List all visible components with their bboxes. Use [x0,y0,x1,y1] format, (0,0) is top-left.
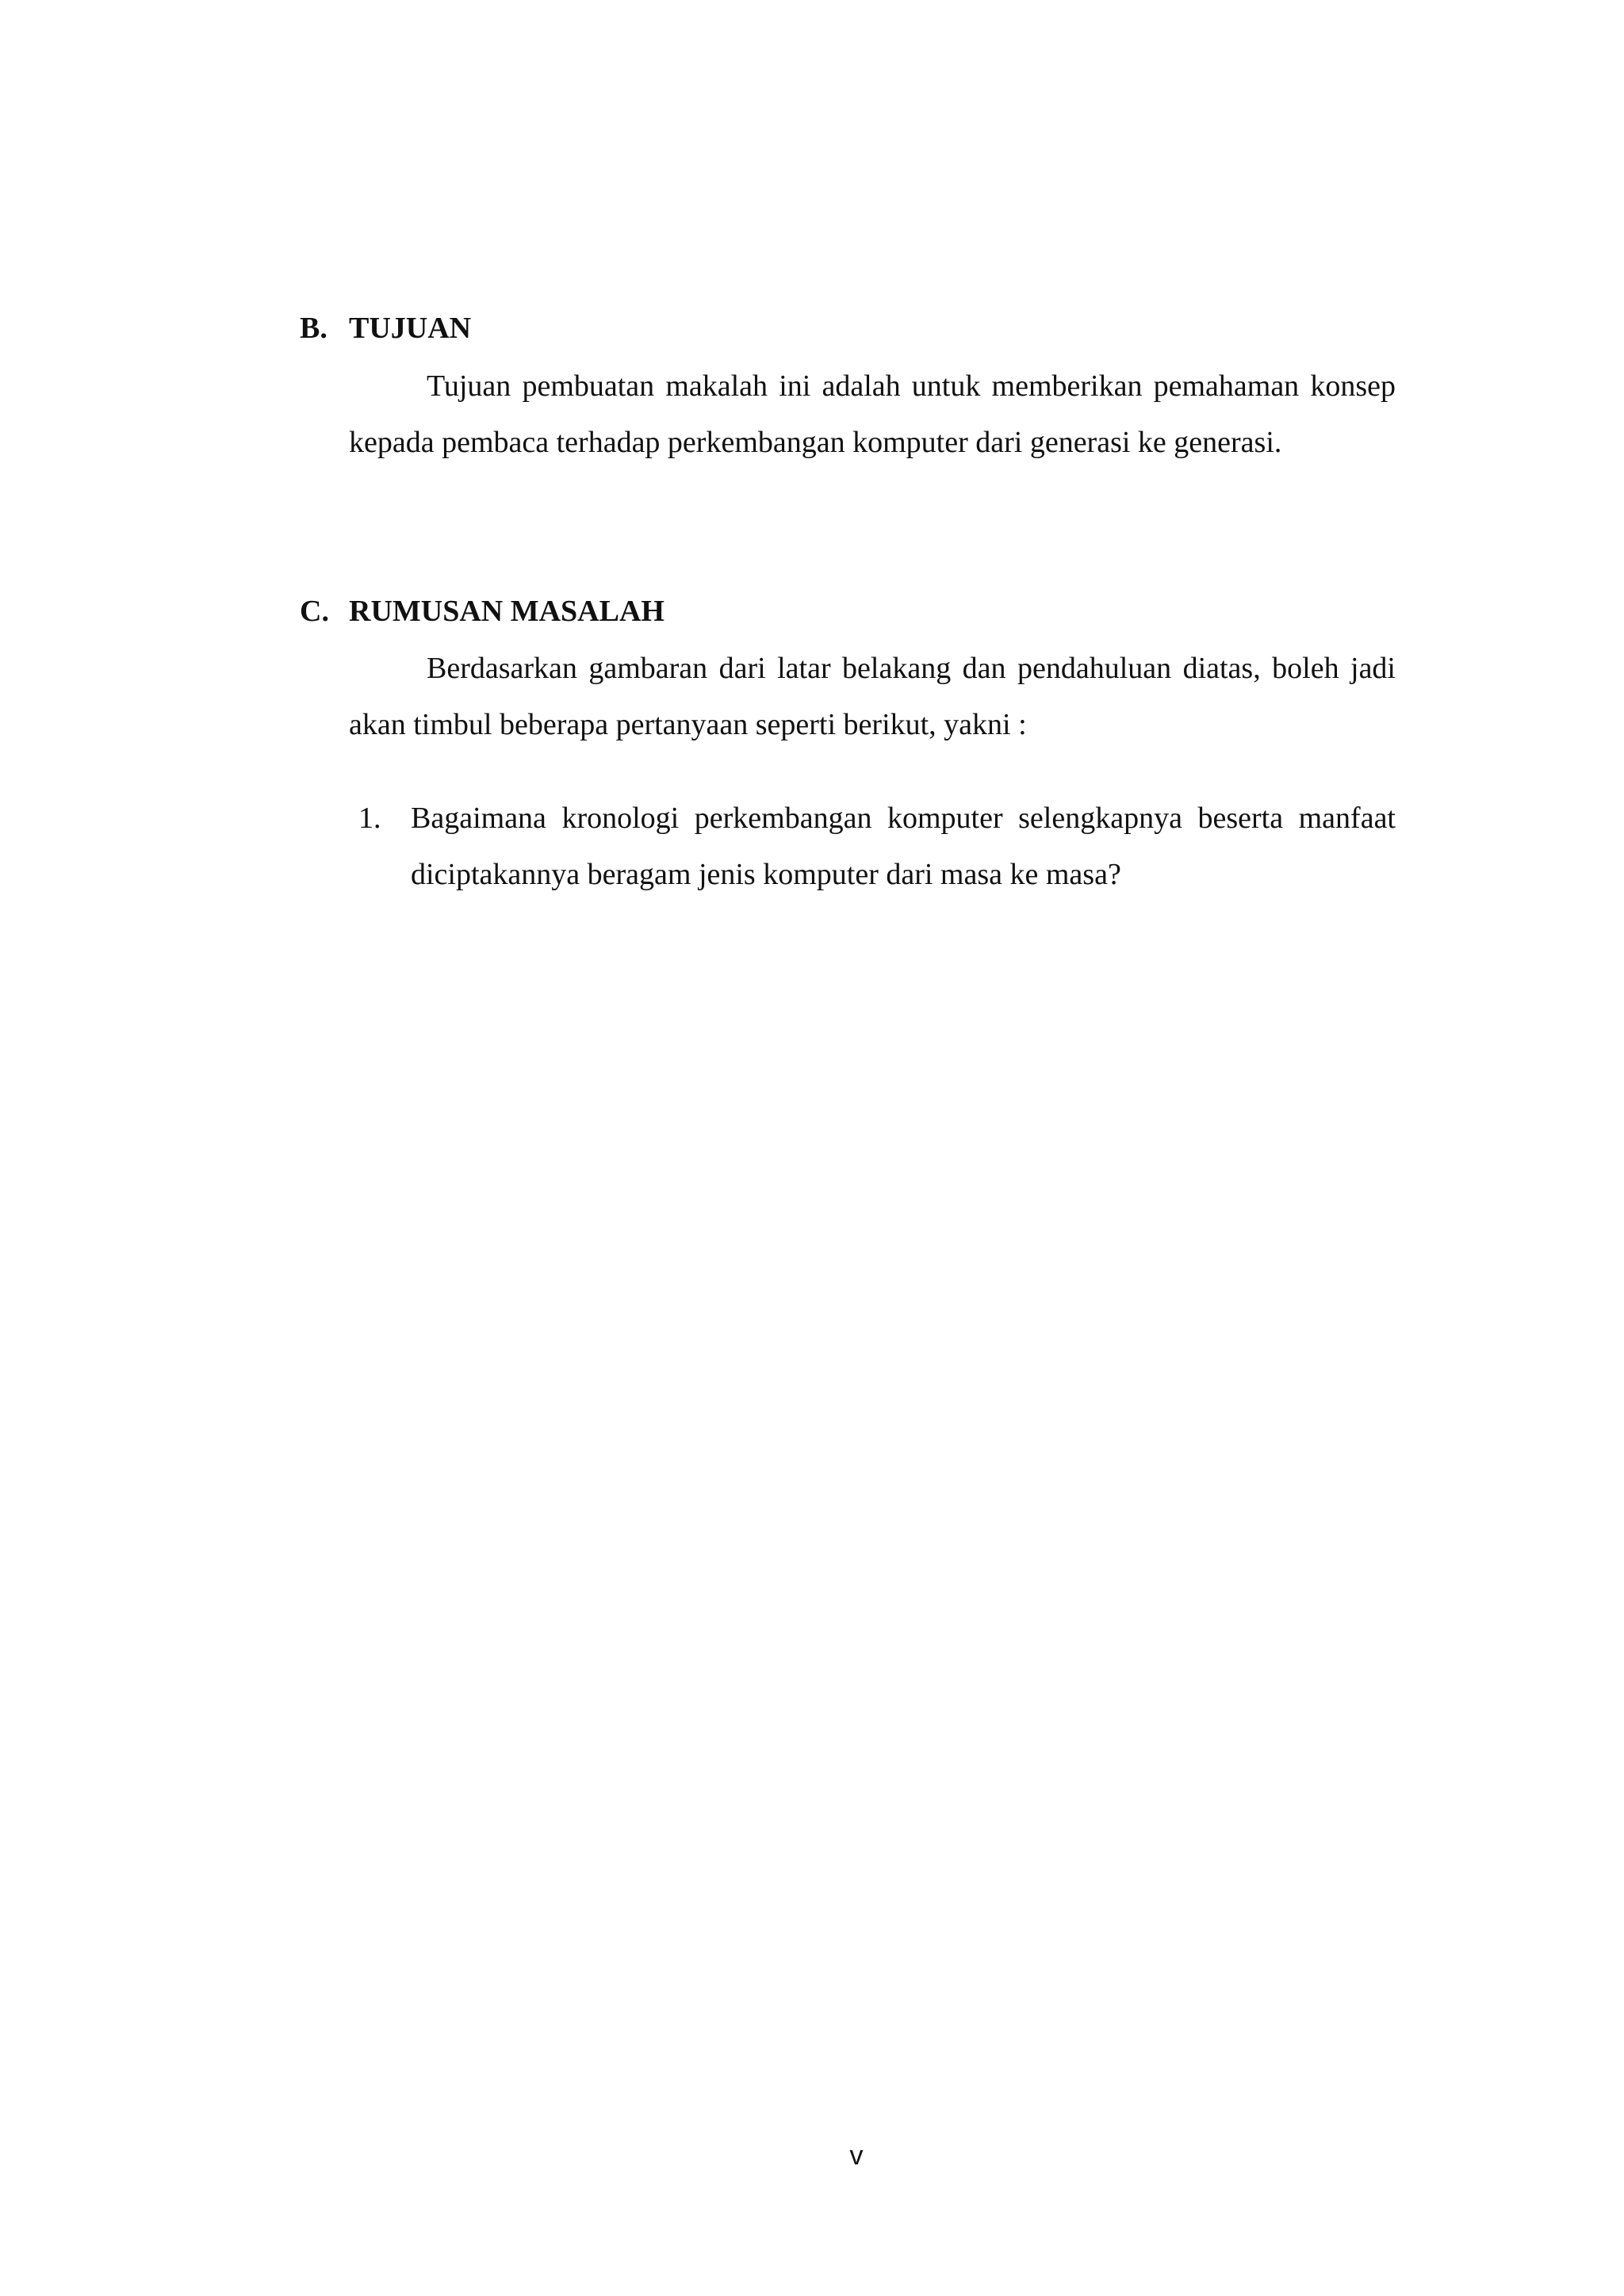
section-c-paragraph: Berdasarkan gambaran dari latar belakang dan pendahuluan diatas, boleh jadi akan timbul beberapa pertanyaan seperti berikut, yakni : [349,652,1396,741]
page-number: v [849,2141,864,2171]
list-item-number: 1. [358,802,381,835]
section-b-heading [300,309,471,347]
list-item-text: Bagaimana kronologi perkembangan komputer selengkapnya beserta manfaat diciptakannya beragam jenis komputer dari masa ke masa? [411,802,1396,891]
section-b-letter: B. [300,312,327,345]
list-item [358,790,1396,902]
section-c-title: RUMUSAN MASALAH [349,595,665,628]
section-b-paragraph: Tujuan pembuatan makalah ini adalah untuk memberikan pemahaman konsep kepada pembaca terhadap perkembangan komputer dari generasi ke generasi. [349,369,1396,459]
section-c-heading [300,592,665,630]
section-c-letter: C. [300,595,329,628]
section-b-title: TUJUAN [349,312,472,345]
